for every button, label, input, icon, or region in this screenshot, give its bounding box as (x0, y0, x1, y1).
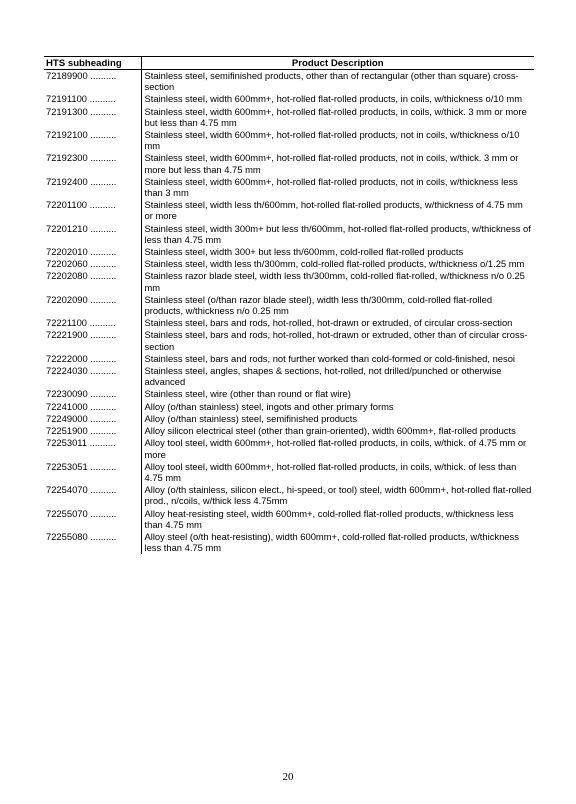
product-description-cell: Stainless steel, semifinished products, other than of rectangular (other than square) cross-section (141, 70, 534, 94)
hts-code: 72254070 (46, 484, 88, 496)
hts-code: 72255080 (46, 530, 88, 542)
dot-leader: .......... (89, 199, 116, 211)
table-row (44, 106, 534, 129)
table-row (44, 353, 534, 365)
hts-code-cell (44, 413, 141, 425)
table-row (44, 93, 534, 105)
hts-code-cell (44, 425, 141, 437)
hts-code: 72192300 (46, 152, 88, 164)
dot-leader: .......... (90, 365, 117, 377)
table-row (44, 401, 534, 413)
table-header-row (44, 57, 534, 70)
product-description-cell: Stainless steel, width 600mm+, hot-rolled flat-rolled products, not in coils, w/thickness less than 3 mm (141, 176, 534, 199)
dot-leader: .......... (90, 400, 117, 412)
hts-code: 72192400 (46, 175, 88, 187)
table-row (44, 129, 534, 152)
dot-leader: .......... (90, 530, 117, 542)
hts-code: 72222000 (46, 352, 88, 364)
dot-leader: .......... (90, 352, 117, 364)
hts-code-cell (44, 388, 141, 400)
hts-code-cell (44, 484, 141, 507)
hts-code: 72221100 (46, 317, 88, 329)
hts-code: 72201100 (46, 199, 88, 211)
hts-code: 72192100 (46, 129, 88, 141)
product-description-cell: Stainless steel, wire (other than round or flat wire) (141, 388, 534, 400)
dot-leader: .......... (90, 425, 117, 437)
product-description-cell: Alloy (o/th stainless, silicon elect., hi-speed, or tool) steel, width 600mm+, hot-rolled flat-rolled prod., n/coils, w/thick less 4.75mm (141, 484, 534, 507)
hts-code: 72202080 (46, 270, 88, 282)
table-row (44, 294, 534, 317)
product-description-header: Product Description (141, 57, 534, 70)
hts-code: 72191100 (46, 93, 88, 105)
hts-code-cell (44, 70, 141, 94)
dot-leader: .......... (90, 105, 117, 117)
table-row (44, 461, 534, 484)
product-description-cell: Stainless steel, width 600mm+, hot-rolled flat-rolled products, not in coils, w/thickness o/10 mm (141, 129, 534, 152)
dot-leader: .......... (90, 460, 117, 472)
hts-code-cell (44, 258, 141, 270)
table-row (44, 270, 534, 293)
table-row (44, 246, 534, 258)
hts-code-cell (44, 176, 141, 199)
product-description-cell: Stainless steel, width less th/300mm, cold-rolled flat-rolled products, w/thickness o/1.25 mm (141, 258, 534, 270)
hts-code-cell (44, 401, 141, 413)
table-row (44, 70, 534, 94)
dot-leader: .......... (89, 93, 116, 105)
hts-code: 72253011 (46, 437, 88, 449)
product-description-cell: Stainless steel, bars and rods, hot-rolled, hot-drawn or extruded, other than of circular cross-section (141, 329, 534, 352)
dot-leader: .......... (89, 317, 116, 329)
product-description-cell: Stainless steel, width 600mm+, hot-rolled flat-rolled products, not in coils, w/thick. 3 mm or more but less than 4.75 mm (141, 152, 534, 175)
hts-table (44, 56, 534, 554)
table-row (44, 508, 534, 531)
table-row (44, 258, 534, 270)
product-description-cell: Stainless steel, bars and rods, not further worked than cold-formed or cold-finished, nesoi (141, 353, 534, 365)
dot-leader: .......... (89, 437, 116, 449)
dot-leader: .......... (90, 175, 117, 187)
product-description-cell: Stainless steel, angles, shapes & sections, hot-rolled, not drilled/punched or otherwise advanced (141, 365, 534, 388)
table-row (44, 531, 534, 554)
hts-code-cell (44, 270, 141, 293)
hts-subheading-header: HTS subheading (44, 57, 141, 70)
hts-code-cell (44, 199, 141, 222)
table-row (44, 388, 534, 400)
table-row (44, 223, 534, 246)
product-description-cell: Stainless steel, width 600mm+, hot-rolled flat-rolled products, in coils, w/thickness o/10 mm (141, 93, 534, 105)
page-number: 20 (282, 771, 294, 783)
table-row (44, 152, 534, 175)
hts-code-cell (44, 461, 141, 484)
product-description-cell: Alloy tool steel, width 600mm+, hot-rolled flat-rolled products, in coils, w/thick. of 4.75 mm or more (141, 437, 534, 460)
hts-code-cell (44, 129, 141, 152)
dot-leader: .......... (90, 270, 117, 282)
dot-leader: .......... (90, 129, 117, 141)
hts-code: 72241000 (46, 400, 88, 412)
hts-code: 72255070 (46, 507, 88, 519)
product-description-cell: Alloy (o/than stainless) steel, semifinished products (141, 413, 534, 425)
hts-code: 72251900 (46, 425, 88, 437)
hts-code: 72249000 (46, 412, 88, 424)
hts-code: 72221900 (46, 329, 88, 341)
product-description-cell: Alloy (o/than stainless) steel, ingots and other primary forms (141, 401, 534, 413)
dot-leader: .......... (90, 329, 117, 341)
hts-code-cell (44, 246, 141, 258)
hts-code-cell (44, 508, 141, 531)
product-description-cell: Stainless steel, width 300m+ but less th/600mm, hot-rolled flat-rolled products, w/thickness of less than 4.75 mm (141, 223, 534, 246)
product-description-cell: Alloy steel (o/th heat-resisting), width 600mm+, cold-rolled flat-rolled products, w/thickness less than 4.75 mm (141, 531, 534, 554)
dot-leader: .......... (90, 412, 117, 424)
table-row (44, 329, 534, 352)
hts-code: 72189900 (46, 70, 88, 81)
hts-code-cell (44, 294, 141, 317)
hts-code-cell (44, 353, 141, 365)
hts-code: 72230090 (46, 388, 88, 400)
dot-leader: .......... (90, 222, 117, 234)
dot-leader: .......... (90, 152, 117, 164)
hts-code: 72202010 (46, 246, 88, 258)
table-row (44, 199, 534, 222)
table-row (44, 437, 534, 460)
product-description-cell: Stainless razor blade steel, width less th/300mm, cold-rolled flat-rolled, w/thickness n/o 0.25 mm (141, 270, 534, 293)
hts-code-cell (44, 223, 141, 246)
table-row (44, 484, 534, 507)
hts-code: 72201210 (46, 222, 88, 234)
product-description-cell: Stainless steel (o/than razor blade steel), width less th/300mm, cold-rolled flat-rolled products, w/thickness n/o 0.25 mm (141, 294, 534, 317)
product-description-cell: Alloy heat-resisting steel, width 600mm+, cold-rolled flat-rolled products, w/thickness less than 4.75 mm (141, 508, 534, 531)
table-row (44, 413, 534, 425)
hts-code-cell (44, 152, 141, 175)
hts-code: 72253051 (46, 460, 88, 472)
product-description-cell: Alloy silicon electrical steel (other than grain-oriented), width 600mm+, flat-rolled products (141, 425, 534, 437)
table-row (44, 176, 534, 199)
dot-leader: .......... (90, 507, 117, 519)
hts-code: 72202060 (46, 258, 88, 270)
dot-leader: .......... (90, 293, 117, 305)
hts-code: 72202090 (46, 293, 88, 305)
product-description-cell: Stainless steel, width 600mm+, hot-rolled flat-rolled products, in coils, w/thick. 3 mm or more but less than 4.75 mm (141, 106, 534, 129)
dot-leader: .......... (90, 258, 117, 270)
table-body (44, 70, 534, 555)
hts-code-cell (44, 106, 141, 129)
hts-code-cell (44, 365, 141, 388)
dot-leader: .......... (90, 484, 117, 496)
dot-leader: .......... (90, 388, 117, 400)
table-row (44, 365, 534, 388)
hts-code: 72224030 (46, 365, 88, 377)
hts-code: 72191300 (46, 105, 88, 117)
product-description-cell: Stainless steel, width 300+ but less th/600mm, cold-rolled flat-rolled products (141, 246, 534, 258)
table-row (44, 317, 534, 329)
hts-code-cell (44, 531, 141, 554)
hts-code-cell (44, 437, 141, 460)
product-description-cell: Stainless steel, width less th/600mm, hot-rolled flat-rolled products, w/thickness of 4.75 mm or more (141, 199, 534, 222)
table-row (44, 425, 534, 437)
hts-code-cell (44, 317, 141, 329)
product-description-cell: Alloy tool steel, width 600mm+, hot-rolled flat-rolled products, in coils, w/thick. of less than 4.75 mm (141, 461, 534, 484)
hts-code-cell (44, 329, 141, 352)
document-page (44, 56, 534, 554)
product-description-cell: Stainless steel, bars and rods, hot-rolled, hot-drawn or extruded, of circular cross-section (141, 317, 534, 329)
hts-code-cell (44, 93, 141, 105)
dot-leader: .......... (90, 70, 117, 81)
dot-leader: .......... (90, 246, 117, 258)
